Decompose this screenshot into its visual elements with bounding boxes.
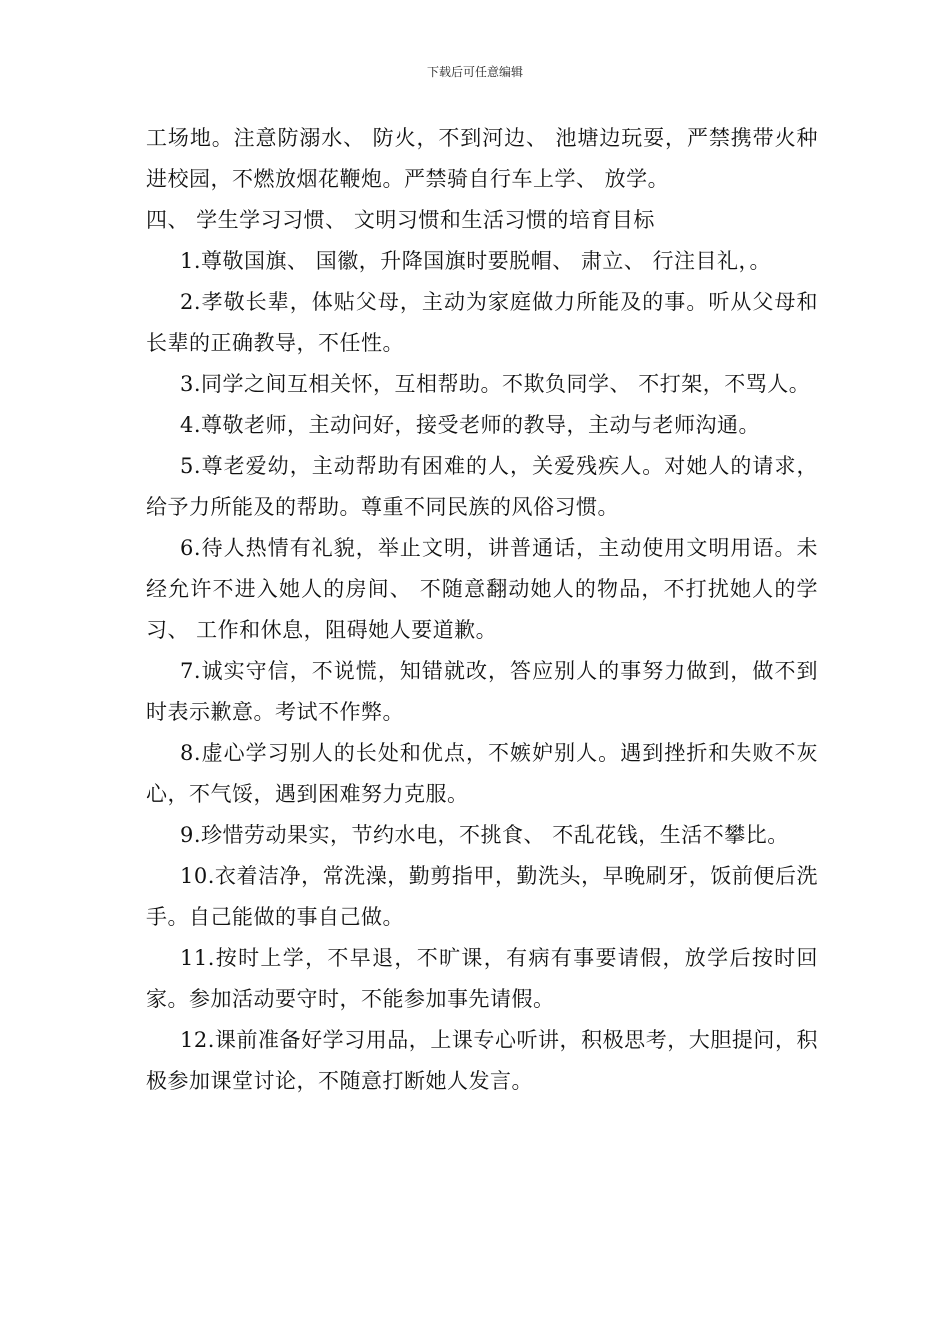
list-item: 7.诚实守信，不说慌，知错就改，答应别人的事努力做到，做不到时表示歉意。考试不作弊。 xyxy=(146,659,818,724)
list-item: 12.课前准备好学习用品，上课专心听讲，积极思考，大胆提问，积极参加课堂讨论，不随意打断她人发言。 xyxy=(146,1028,818,1093)
list-item: 2.孝敬长辈，体贴父母，主动为家庭做力所能及的事。听从父母和长辈的正确教导，不任性。 xyxy=(146,290,818,355)
section-heading: 四、 学生学习习惯、 文明习惯和生活习惯的培育目标 xyxy=(146,208,655,232)
list-item: 1.尊敬国旗、 国徽，升降国旗时要脱帽、 肃立、 行注目礼，。 xyxy=(180,249,772,273)
list-item: 4.尊敬老师，主动问好，接受老师的教导，主动与老师沟通。 xyxy=(180,413,761,437)
list-item: 11.按时上学，不早退，不旷课，有病有事要请假，放学后按时回家。参加活动要守时，不能参加事先请假。 xyxy=(146,946,818,1011)
paragraph-continuation: 工场地。注意防溺水、 防火，不到河边、 池塘边玩耍，严禁携带火种进校园，不燃放烟花鞭炮。严禁骑自行车上学、 放学。 xyxy=(146,126,818,191)
list-item: 3.同学之间互相关怀，互相帮助。不欺负同学、 不打架，不骂人。 xyxy=(180,372,811,396)
list-item: 10.衣着洁净，常洗澡，勤剪指甲，勤洗头，早晚刷牙，饭前便后洗手。自己能做的事自己做。 xyxy=(146,864,818,929)
document-body xyxy=(146,118,818,1102)
page-header: 下载后可任意编辑 xyxy=(426,65,523,79)
list-item: 8.虚心学习别人的长处和优点，不嫉妒别人。遇到挫折和失败不灰心，不气馁，遇到困难努力克服。 xyxy=(146,741,818,806)
list-item: 5.尊老爱幼，主动帮助有困难的人，关爱残疾人。对她人的请求，给予力所能及的帮助。尊重不同民族的风俗习惯。 xyxy=(146,454,818,519)
list-item: 9.珍惜劳动果实，节约水电，不挑食、 不乱花钱，生活不攀比。 xyxy=(180,823,789,847)
list-item: 6.待人热情有礼貌，举止文明，讲普通话，主动使用文明用语。未经允许不进入她人的房间、 不随意翻动她人的物品，不打扰她人的学习、 工作和休息，阻碍她人要道歉。 xyxy=(146,536,818,642)
